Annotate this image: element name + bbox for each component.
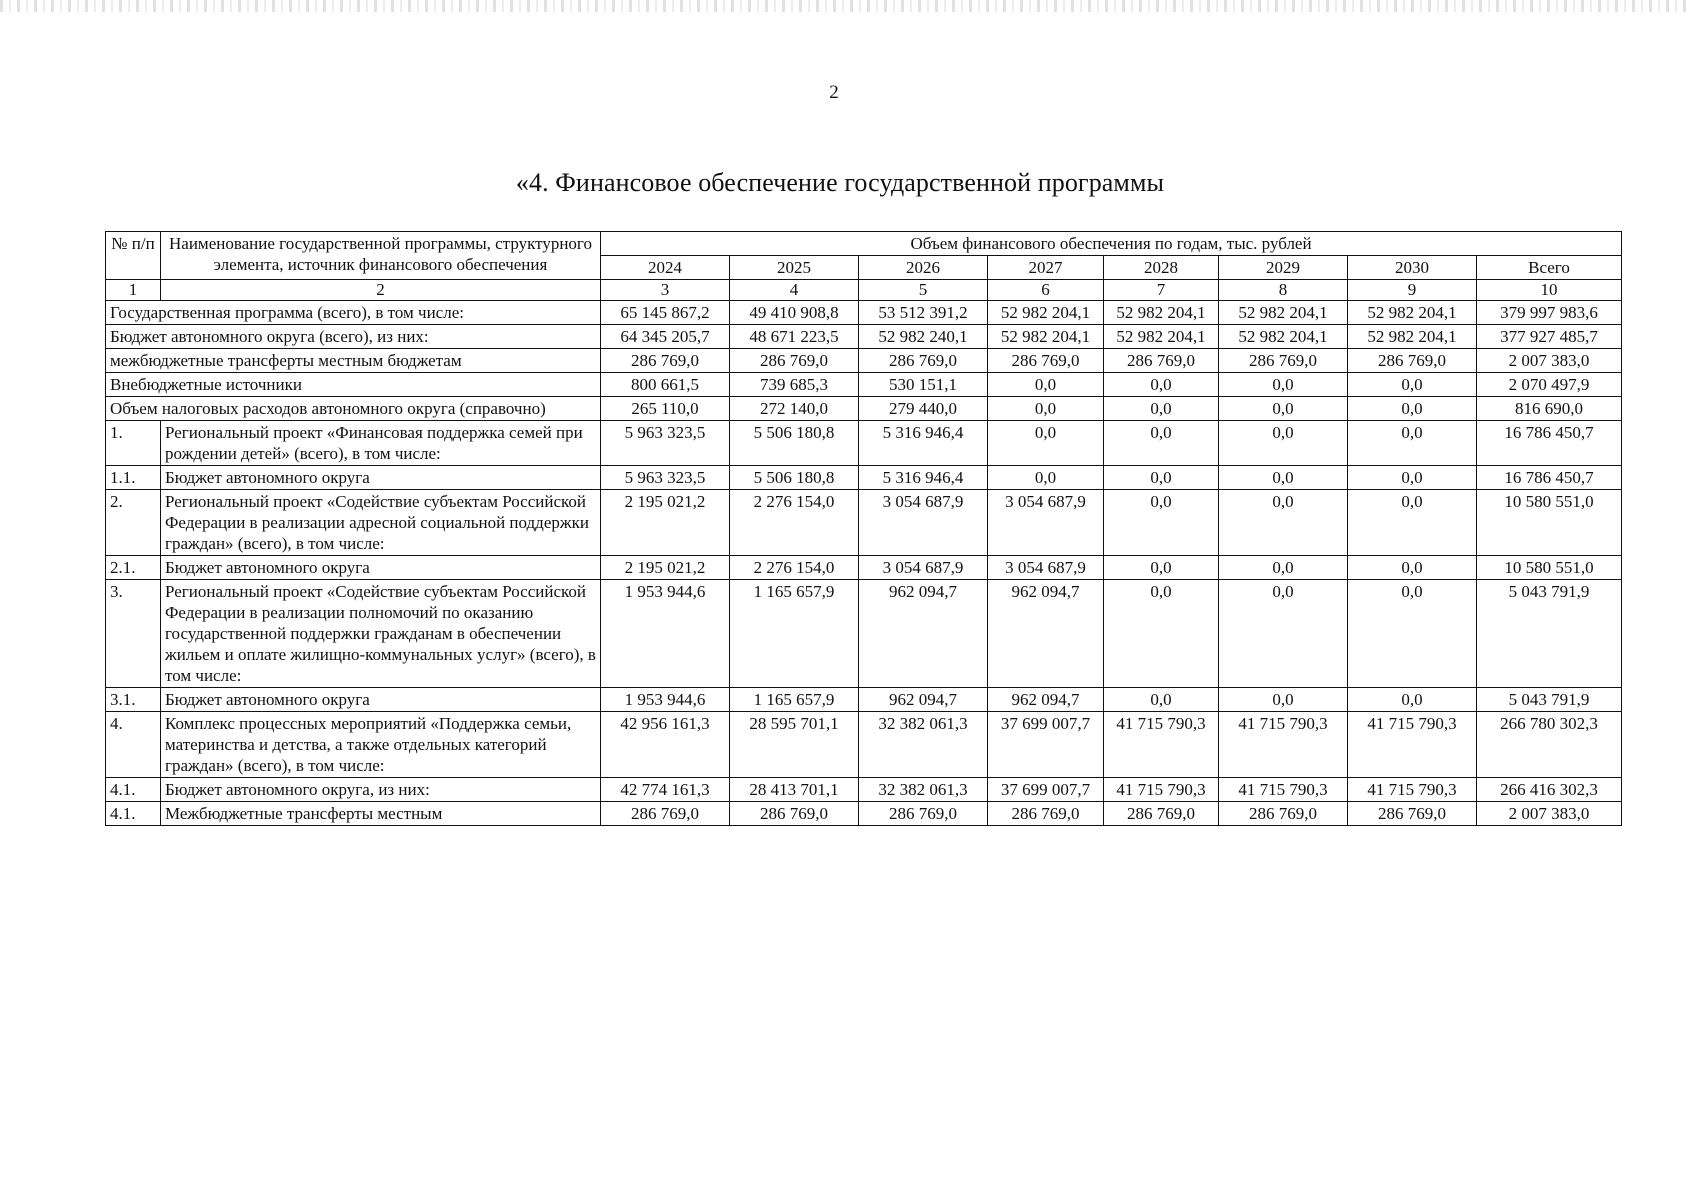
header-num: № п/п [106, 232, 161, 280]
row-value: 0,0 [1219, 466, 1348, 490]
row-value: 286 769,0 [1219, 349, 1348, 373]
row-value: 0,0 [1219, 490, 1348, 556]
row-value: 286 769,0 [601, 802, 730, 826]
row-value: 286 769,0 [1348, 802, 1477, 826]
row-value: 286 769,0 [730, 349, 859, 373]
row-name: Государственная программа (всего), в том числе: [106, 301, 601, 325]
row-value: 42 774 161,3 [601, 778, 730, 802]
row-value: 962 094,7 [859, 688, 988, 712]
row-value: 0,0 [1219, 373, 1348, 397]
row-number: 3. [106, 580, 161, 688]
row-value: 0,0 [1219, 421, 1348, 466]
row-name: Бюджет автономного округа (всего), из них: [106, 325, 601, 349]
table-row [106, 802, 1622, 826]
row-value: 49 410 908,8 [730, 301, 859, 325]
row-value: 0,0 [1104, 421, 1219, 466]
row-total: 16 786 450,7 [1477, 466, 1622, 490]
row-total: 2 007 383,0 [1477, 349, 1622, 373]
row-value: 52 982 204,1 [988, 301, 1104, 325]
row-name: Региональный проект «Содействие субъектам Российской Федерации в реализации адресной социальной поддержки граждан» (всего), в том числе: [161, 490, 601, 556]
row-name: Комплекс процессных мероприятий «Поддержка семьи, материнства и детства, а также отдельных категорий граждан» (всего), в том числе: [161, 712, 601, 778]
header-year: 2025 [730, 256, 859, 280]
header-total: Всего [1477, 256, 1622, 280]
row-value: 286 769,0 [1104, 349, 1219, 373]
row-value: 41 715 790,3 [1348, 712, 1477, 778]
row-number: 4. [106, 712, 161, 778]
row-value: 286 769,0 [859, 802, 988, 826]
row-value: 53 512 391,2 [859, 301, 988, 325]
row-value: 32 382 061,3 [859, 778, 988, 802]
row-value: 286 769,0 [859, 349, 988, 373]
table-row [106, 301, 1622, 325]
row-value: 41 715 790,3 [1348, 778, 1477, 802]
column-number: 3 [601, 280, 730, 301]
row-value: 5 506 180,8 [730, 421, 859, 466]
header-year: 2024 [601, 256, 730, 280]
column-number: 8 [1219, 280, 1348, 301]
table-row [106, 580, 1622, 688]
row-value: 0,0 [1348, 397, 1477, 421]
row-value: 286 769,0 [988, 802, 1104, 826]
row-number: 4.1. [106, 802, 161, 826]
row-value: 272 140,0 [730, 397, 859, 421]
row-total: 2 070 497,9 [1477, 373, 1622, 397]
row-value: 1 165 657,9 [730, 580, 859, 688]
table-row [106, 712, 1622, 778]
row-total: 266 416 302,3 [1477, 778, 1622, 802]
financing-table [105, 231, 1622, 826]
row-value: 52 982 204,1 [1348, 325, 1477, 349]
row-total: 16 786 450,7 [1477, 421, 1622, 466]
row-value: 1 165 657,9 [730, 688, 859, 712]
header-year: 2026 [859, 256, 988, 280]
scan-edge-artifact [0, 0, 1686, 12]
row-value: 52 982 240,1 [859, 325, 988, 349]
row-value: 0,0 [1219, 580, 1348, 688]
row-name: Бюджет автономного округа [161, 556, 601, 580]
row-value: 0,0 [1104, 490, 1219, 556]
row-value: 962 094,7 [859, 580, 988, 688]
row-value: 0,0 [1348, 373, 1477, 397]
table-row [106, 688, 1622, 712]
table-row [106, 421, 1622, 466]
row-value: 42 956 161,3 [601, 712, 730, 778]
row-name: Внебюджетные источники [106, 373, 601, 397]
row-value: 5 316 946,4 [859, 466, 988, 490]
row-value: 0,0 [1104, 397, 1219, 421]
header-volume: Объем финансового обеспечения по годам, тыс. рублей [601, 232, 1622, 256]
row-value: 286 769,0 [988, 349, 1104, 373]
column-number: 2 [161, 280, 601, 301]
row-value: 530 151,1 [859, 373, 988, 397]
row-value: 286 769,0 [730, 802, 859, 826]
row-value: 962 094,7 [988, 580, 1104, 688]
row-value: 286 769,0 [1104, 802, 1219, 826]
table-row [106, 325, 1622, 349]
row-number: 2. [106, 490, 161, 556]
row-value: 962 094,7 [988, 688, 1104, 712]
table-row [106, 373, 1622, 397]
row-value: 41 715 790,3 [1219, 712, 1348, 778]
row-name: Региональный проект «Содействие субъектам Российской Федерации в реализации полномочий по оказанию государственной поддержки гражданам в обеспечении жильем и оплате жилищно-коммунальных услуг» (всего), в том числе: [161, 580, 601, 688]
row-value: 0,0 [1348, 688, 1477, 712]
row-value: 52 982 204,1 [1104, 325, 1219, 349]
row-value: 65 145 867,2 [601, 301, 730, 325]
page-number: 2 [829, 82, 839, 103]
row-total: 5 043 791,9 [1477, 688, 1622, 712]
row-number: 3.1. [106, 688, 161, 712]
row-value: 3 054 687,9 [859, 556, 988, 580]
row-value: 0,0 [988, 421, 1104, 466]
row-value: 2 195 021,2 [601, 490, 730, 556]
row-value: 1 953 944,6 [601, 688, 730, 712]
row-value: 286 769,0 [601, 349, 730, 373]
column-number: 4 [730, 280, 859, 301]
row-value: 2 195 021,2 [601, 556, 730, 580]
row-value: 0,0 [988, 397, 1104, 421]
row-value: 0,0 [1219, 688, 1348, 712]
row-value: 3 054 687,9 [988, 490, 1104, 556]
row-total: 816 690,0 [1477, 397, 1622, 421]
row-value: 41 715 790,3 [1219, 778, 1348, 802]
column-number: 9 [1348, 280, 1477, 301]
header-year: 2027 [988, 256, 1104, 280]
row-name: Бюджет автономного округа [161, 688, 601, 712]
row-value: 800 661,5 [601, 373, 730, 397]
row-total: 377 927 485,7 [1477, 325, 1622, 349]
row-value: 0,0 [988, 466, 1104, 490]
row-value: 48 671 223,5 [730, 325, 859, 349]
row-value: 5 963 323,5 [601, 421, 730, 466]
row-value: 28 595 701,1 [730, 712, 859, 778]
table-row [106, 349, 1622, 373]
row-value: 5 506 180,8 [730, 466, 859, 490]
row-value: 0,0 [1104, 556, 1219, 580]
column-number: 5 [859, 280, 988, 301]
column-number: 10 [1477, 280, 1622, 301]
row-name: Межбюджетные трансферты местным [161, 802, 601, 826]
row-value: 37 699 007,7 [988, 712, 1104, 778]
row-value: 1 953 944,6 [601, 580, 730, 688]
row-value: 0,0 [1104, 688, 1219, 712]
row-value: 52 982 204,1 [988, 325, 1104, 349]
row-value: 0,0 [1348, 556, 1477, 580]
table-row [106, 397, 1622, 421]
row-value: 0,0 [1348, 466, 1477, 490]
row-value: 0,0 [1104, 580, 1219, 688]
row-name: Бюджет автономного округа [161, 466, 601, 490]
header-name: Наименование государственной программы, структурного элемента, источник финансового обеспечения [161, 232, 601, 280]
row-value: 0,0 [1104, 466, 1219, 490]
row-value: 3 054 687,9 [988, 556, 1104, 580]
row-value: 37 699 007,7 [988, 778, 1104, 802]
row-value: 5 316 946,4 [859, 421, 988, 466]
row-value: 0,0 [988, 373, 1104, 397]
row-name: Бюджет автономного округа, из них: [161, 778, 601, 802]
section-title: «4. Финансовое обеспечение государственной программы [515, 168, 1165, 197]
row-number: 4.1. [106, 778, 161, 802]
row-value: 52 982 204,1 [1219, 325, 1348, 349]
table-row [106, 466, 1622, 490]
row-total: 10 580 551,0 [1477, 490, 1622, 556]
column-numbers-row [106, 280, 1622, 301]
table-row [106, 490, 1622, 556]
table-row [106, 556, 1622, 580]
row-total: 266 780 302,3 [1477, 712, 1622, 778]
row-total: 10 580 551,0 [1477, 556, 1622, 580]
row-value: 0,0 [1104, 373, 1219, 397]
column-number: 7 [1104, 280, 1219, 301]
row-value: 41 715 790,3 [1104, 778, 1219, 802]
row-value: 0,0 [1348, 580, 1477, 688]
row-value: 2 276 154,0 [730, 490, 859, 556]
row-value: 286 769,0 [1348, 349, 1477, 373]
header-year: 2028 [1104, 256, 1219, 280]
row-value: 3 054 687,9 [859, 490, 988, 556]
table-row [106, 778, 1622, 802]
row-value: 286 769,0 [1219, 802, 1348, 826]
row-value: 279 440,0 [859, 397, 988, 421]
row-value: 64 345 205,7 [601, 325, 730, 349]
row-name: межбюджетные трансферты местным бюджетам [106, 349, 601, 373]
row-value: 0,0 [1219, 556, 1348, 580]
row-value: 0,0 [1348, 421, 1477, 466]
header-year: 2030 [1348, 256, 1477, 280]
header-year: 2029 [1219, 256, 1348, 280]
row-total: 2 007 383,0 [1477, 802, 1622, 826]
row-total: 5 043 791,9 [1477, 580, 1622, 688]
row-number: 2.1. [106, 556, 161, 580]
row-value: 265 110,0 [601, 397, 730, 421]
row-value: 32 382 061,3 [859, 712, 988, 778]
row-value: 0,0 [1348, 490, 1477, 556]
row-number: 1. [106, 421, 161, 466]
row-value: 5 963 323,5 [601, 466, 730, 490]
row-total: 379 997 983,6 [1477, 301, 1622, 325]
column-number: 6 [988, 280, 1104, 301]
row-value: 41 715 790,3 [1104, 712, 1219, 778]
row-value: 739 685,3 [730, 373, 859, 397]
row-value: 28 413 701,1 [730, 778, 859, 802]
column-number: 1 [106, 280, 161, 301]
row-number: 1.1. [106, 466, 161, 490]
table-body [106, 301, 1622, 826]
row-value: 2 276 154,0 [730, 556, 859, 580]
row-value: 52 982 204,1 [1348, 301, 1477, 325]
row-name: Объем налоговых расходов автономного округа (справочно) [106, 397, 601, 421]
row-value: 52 982 204,1 [1104, 301, 1219, 325]
header-row-1 [106, 232, 1622, 256]
row-value: 0,0 [1219, 397, 1348, 421]
row-name: Региональный проект «Финансовая поддержка семей при рождении детей» (всего), в том числе: [161, 421, 601, 466]
row-value: 52 982 204,1 [1219, 301, 1348, 325]
